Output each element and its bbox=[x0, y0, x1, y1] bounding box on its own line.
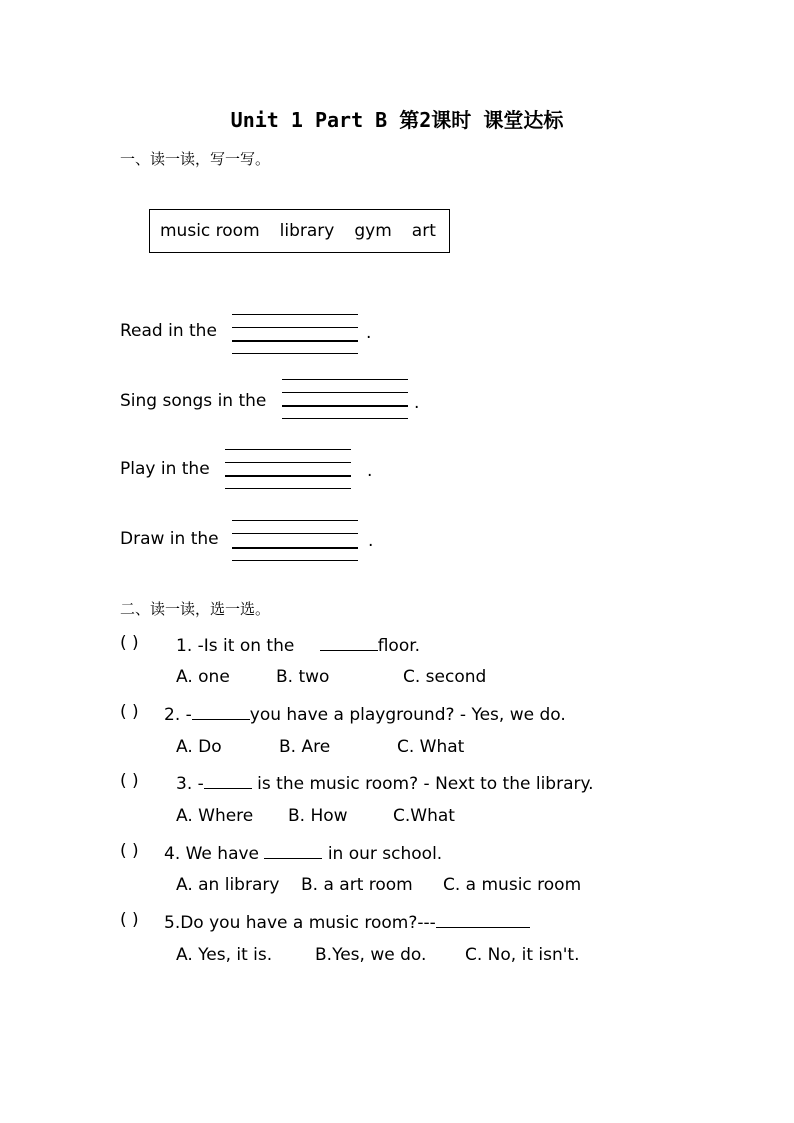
question-1-paren: ( ) bbox=[120, 633, 139, 653]
writing-line bbox=[232, 533, 358, 534]
sentence-4-text: Draw in the bbox=[120, 529, 219, 549]
word-bank bbox=[149, 209, 450, 253]
question-5 bbox=[164, 910, 530, 933]
question-1-text-end: floor. bbox=[377, 636, 421, 656]
writing-line bbox=[282, 405, 408, 407]
sentence-3-period: . bbox=[367, 461, 373, 481]
word-bank-item: art bbox=[411, 221, 436, 241]
sentence-3-text: Play in the bbox=[120, 459, 210, 479]
q2-option-c: C. What bbox=[397, 737, 465, 757]
page-title: Unit 1 Part B 第2课时 课堂达标 bbox=[230, 108, 564, 132]
answer-blank[interactable] bbox=[320, 633, 378, 651]
q4-option-c: C. a music room bbox=[443, 875, 582, 895]
writing-line bbox=[225, 488, 351, 489]
writing-line bbox=[282, 418, 408, 419]
question-5-paren: ( ) bbox=[120, 910, 139, 930]
writing-line bbox=[232, 314, 358, 315]
word-bank-item: gym bbox=[354, 221, 392, 241]
writing-line bbox=[225, 462, 351, 463]
q1-option-c: C. second bbox=[403, 667, 487, 687]
question-2-text: 2. - bbox=[164, 705, 192, 725]
q1-option-a: A. one bbox=[176, 667, 230, 687]
sentence-4-period: . bbox=[368, 531, 374, 551]
q3-option-b: B. How bbox=[288, 806, 348, 826]
question-2-text-end: you have a playground? - Yes, we do. bbox=[249, 705, 566, 725]
sentence-1-period: . bbox=[366, 323, 372, 343]
section-1-heading: 一、读一读，写一写。 bbox=[120, 150, 271, 168]
q4-option-a: A. an library bbox=[176, 875, 280, 895]
q1-option-b: B. two bbox=[276, 667, 330, 687]
word-bank-item: library bbox=[279, 221, 335, 241]
q2-option-a: A. Do bbox=[176, 737, 222, 757]
question-3-text-end: is the music room? - Next to the library. bbox=[251, 774, 594, 794]
question-3-paren: ( ) bbox=[120, 771, 139, 791]
writing-line bbox=[232, 340, 358, 342]
question-4-text-end: in our school. bbox=[322, 844, 443, 864]
answer-blank[interactable] bbox=[436, 910, 530, 928]
q3-option-a: A. Where bbox=[176, 806, 254, 826]
question-3-text: 3. - bbox=[176, 774, 204, 794]
question-4-paren: ( ) bbox=[120, 841, 139, 861]
writing-line bbox=[232, 560, 358, 561]
question-3 bbox=[176, 771, 594, 794]
sentence-2-period: . bbox=[414, 393, 420, 413]
writing-line bbox=[282, 392, 408, 393]
sentence-1-text: Read in the bbox=[120, 321, 217, 341]
q5-option-a: A. Yes, it is. bbox=[176, 945, 273, 965]
q3-option-c: C.What bbox=[393, 806, 455, 826]
q4-option-b: B. a art room bbox=[301, 875, 413, 895]
section-2-heading: 二、读一读，选一选。 bbox=[120, 600, 271, 618]
q5-option-b: B.Yes, we do. bbox=[315, 945, 427, 965]
writing-line bbox=[232, 327, 358, 328]
question-1 bbox=[176, 633, 420, 656]
answer-blank[interactable] bbox=[264, 841, 322, 859]
q2-option-b: B. Are bbox=[279, 737, 331, 757]
writing-line bbox=[225, 449, 351, 450]
q5-option-c: C. No, it isn't. bbox=[465, 945, 580, 965]
question-2 bbox=[164, 702, 566, 725]
writing-line bbox=[282, 379, 408, 380]
writing-line bbox=[225, 475, 351, 477]
writing-line bbox=[232, 547, 358, 549]
question-5-text: 5.Do you have a music room?--- bbox=[164, 913, 436, 933]
question-4 bbox=[164, 841, 442, 864]
writing-line bbox=[232, 520, 358, 521]
question-4-text: 4. We have bbox=[164, 844, 265, 864]
question-1-text: 1. -Is it on the bbox=[176, 636, 300, 656]
question-2-paren: ( ) bbox=[120, 702, 139, 722]
answer-blank[interactable] bbox=[204, 771, 252, 789]
writing-line bbox=[232, 353, 358, 354]
sentence-2-text: Sing songs in the bbox=[120, 391, 267, 411]
word-bank-item: music room bbox=[160, 221, 260, 241]
answer-blank[interactable] bbox=[192, 702, 250, 720]
